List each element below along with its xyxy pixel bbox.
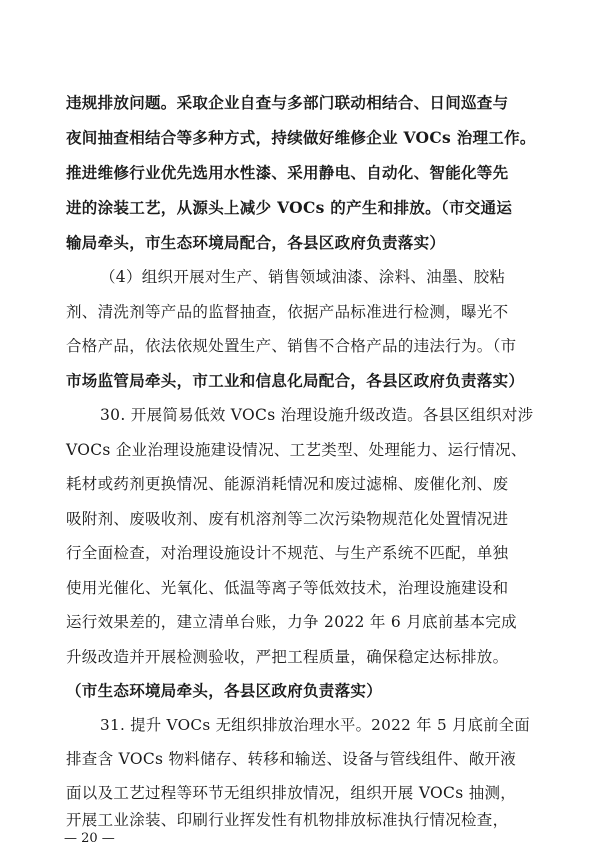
text-line: 30. 开展简易低效 VOCs 治理设施升级改造。各县区组织对涉 bbox=[100, 406, 534, 424]
text-line: 升级改造并开展检测验收，严把工程质量，确保稳定达标排放。 bbox=[66, 648, 509, 666]
page-number: — 20 — bbox=[64, 831, 115, 846]
text-line: 推进维修行业优先选用水性漆、采用静电、自动化、智能化等先 bbox=[66, 163, 509, 182]
text-line: 行全面检查，对治理设施设计不规范、与生产系统不匹配，单独 bbox=[66, 544, 509, 562]
text-line: 运行效果差的，建立清单台账，力争 2022 年 6 月底前基本完成 bbox=[66, 613, 517, 631]
text-line: 吸附剂、废吸收剂、废有机溶剂等二次污染物规范化处置情况进 bbox=[66, 510, 509, 528]
text-line: VOCs 企业治理设施建设情况、工艺类型、处理能力、运行情况、 bbox=[66, 441, 527, 459]
text-line: 夜间抽查相结合等多种方式，持续做好维修企业 VOCs 治理工作。 bbox=[66, 128, 536, 147]
text-line: 市场监管局牵头，市工业和信息化局配合，各县区政府负责落实） bbox=[66, 371, 525, 390]
text-line: 合格产品，依法依规处置生产、销售不合格产品的违法行为。（市 bbox=[66, 337, 517, 355]
text-line: 面以及工艺过程等环节无组织排放情况，组织开展 VOCs 抽测， bbox=[66, 784, 517, 802]
text-line: 使用光催化、光氧化、低温等离子等低效技术，治理设施建设和 bbox=[66, 579, 509, 597]
text-line: 排查含 VOCs 物料储存、转移和输送、设备与管线组件、敞开液 bbox=[66, 750, 517, 768]
text-line: 开展工业涂装、印刷行业挥发性有机物排放标准执行情况检查， bbox=[66, 811, 509, 829]
text-line: 剂、清洗剂等产品的监督抽查，依据产品标准进行检测，曝光不 bbox=[66, 303, 509, 321]
text-line: （市生态环境局牵头，各县区政府负责落实） bbox=[66, 681, 383, 700]
text-line: 31. 提升 VOCs 无组织排放治理水平。2022 年 5 月底前全面 bbox=[100, 716, 530, 734]
text-line: 违规排放问题。采取企业自查与多部门联动相结合、日间巡查与 bbox=[66, 93, 509, 112]
text-line: 耗材或药剂更换情况、能源消耗情况和废过滤棉、废催化剂、废 bbox=[66, 475, 509, 493]
text-line: 进的涂装工艺，从源头上减少 VOCs 的产生和排放。（市交通运 bbox=[66, 198, 513, 217]
text-line: 输局牵头，市生态环境局配合，各县区政府负责落实） bbox=[66, 233, 446, 252]
text-line: （4）组织开展对生产、销售领域油漆、涂料、油墨、胶粘 bbox=[100, 268, 506, 286]
